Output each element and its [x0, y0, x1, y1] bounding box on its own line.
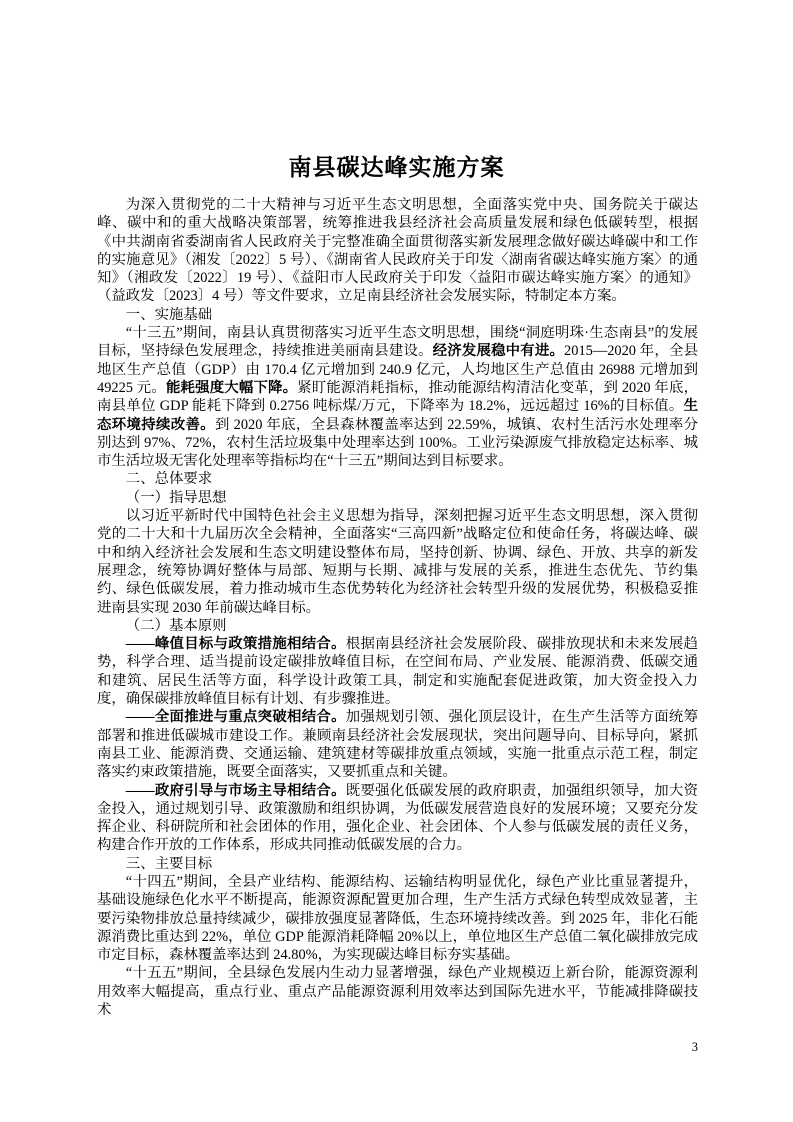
heading-section-3 [97, 855, 698, 873]
paragraph-15th-five-year [97, 964, 698, 1019]
text-run: 为深入贯彻党的二十大精神与习近平生态文明思想，全面落实党中央、国务院关于碳达峰、碳中和的重大战略决策部署，统筹推进我县经济社会高质量发展和绿色低碳转型，根据《中共湖南省委湖南省人民政府关于完整准确全面贯彻落实新发展理念做好碳达峰碳中和工作的实施意见》（湘发〔2022〕5 号）、《湖南省人民政府关于印发〈湖南省碳达峰实施方案〉的通知》（湘政发〔2022〕19 号）、《益阳市人民政府关于印发〈益阳市碳达峰实施方案〉的通知》（益政发〔2023〕4 号）等文件要求，立足南县经济社会发展实际，特制定本方案。 [97, 197, 698, 305]
text-run: （二）基本原则 [125, 617, 227, 634]
bold-run: 生态环境持续改善。 [97, 398, 698, 433]
text-run: 紧盯能源消耗指标，推动能源结构清洁化变革，到 2020 年底，南县单位 GDP 能耗下降到 0.2756 吨标煤/万元，下降率为 18.2%，远远超过 16%的目标值。 [97, 379, 698, 415]
document-title: 南县碳达峰实施方案 [288, 155, 505, 180]
text-run: “十四五”期间，全县产业结构、能源结构、运输结构明显优化，绿色产业比重显著提升，基础设施绿色化水平不断提高，能源资源配置更加合理，生产生活方式绿色转型成效显著，主要污染物排放总量持续减少，碳排放强度显著降低，生态环境持续改善。到 2025 年，非化石能源消费比重达到 22%，单位 GDP 能源消耗降幅 20%以上，单位地区生产总值二氧化碳排放完成市定目标，森林覆盖率达到 24.80%，为实现碳达峰目标夯实基础。 [97, 873, 698, 964]
paragraph-principle-2 [97, 708, 698, 781]
text-run: 到 2020 年底，全县森林覆盖率达到 22.59%，城镇、农村生活污水处理率分别达到 97%、72%，农村生活垃圾集中处理率达到 100%。工业污染源废气排放稳定达标率、城市生活垃圾无害化处理率等指标均在“十三五”期间达到目标要求。 [97, 416, 698, 470]
page-number: 3 [691, 1040, 698, 1054]
heading-section-2 [97, 470, 698, 488]
paragraph-principle-3 [97, 782, 698, 855]
document-body [97, 196, 698, 1019]
text-run: 二、总体要求 [125, 471, 213, 488]
paragraph-principle-1 [97, 635, 698, 708]
paragraph-14th-five-year [97, 873, 698, 964]
text-run: “十五五”期间，全县绿色发展内生动力显著增强，绿色产业规模迈上新台阶，能源资源利用效率大幅提高，重点行业、重点产品能源资源利用效率达到国际先进水平，节能减排降碳技术 [97, 965, 698, 1019]
text-run: 2015—2020 年，全县地区生产总值（GDP）由 170.4 亿元增加到 240.9 亿元，人均地区生产总值由 26988 元增加到 49225 元。 [97, 343, 698, 396]
paragraph-intro [97, 196, 698, 306]
text-run: 既要强化低碳发展的政府职责，加强组织领导，加大资金投入，通过规划引导、政策激励和组织协调，为低碳发展营造良好的发展环境；又要充分发挥企业、科研院所和社会团体的作用，强化企业、社会团体、个人参与低碳发展的责任义务，构建合作开放的工作体系，形成共同推动低碳发展的合力。 [97, 782, 698, 854]
heading-section-1 [97, 306, 698, 324]
paragraph-13th-five-year [97, 324, 698, 470]
bold-run: ——全面推进与重点突破相结合。 [125, 709, 346, 726]
text-run: （一）指导思想 [125, 489, 227, 506]
heading-section-2-2 [97, 617, 698, 635]
bold-run: 经济发展稳中有进。 [432, 343, 565, 360]
bold-run: ——政府引导与市场主导相结合。 [125, 782, 346, 799]
text-run: “十三五”期间，南县认真贯彻落实习近平生态文明思想，围绕“洞庭明珠·生态南县”的发展目标，坚持绿色发展理念，持续推进美丽南县建设。 [97, 325, 698, 360]
heading-section-2-1 [97, 489, 698, 507]
text-run: 一、实施基础 [125, 306, 213, 323]
bold-run: 能耗强度大幅下降。 [165, 379, 298, 396]
text-run: 三、主要目标 [125, 855, 213, 872]
bold-run: ——峰值目标与政策措施相结合。 [125, 636, 346, 653]
text-run: 以习近平新时代中国特色社会主义思想为指导，深刻把握习近平生态文明思想，深入贯彻党的二十大和十九届历次全会精神，全面落实“三高四新”战略定位和使命任务，将碳达峰、碳中和纳入经济社会发展和生态文明建设整体布局，坚持创新、协调、绿色、开放、共享的新发展理念，统筹协调好整体与局部、短期与长期、减排与发展的关系，推进生态优先、节约集约、绿色低碳发展，着力推动城市生态优势转化为经济社会转型升级的发展优势，积极稳妥推进南县实现 2030 年前碳达峰目标。 [97, 508, 698, 616]
paragraph-guiding-ideology [97, 507, 698, 617]
text-run: 根据南县经济社会发展阶段、碳排放现状和未来发展趋势，科学合理、适当提前设定碳排放峰值目标，在空间布局、产业发展、能源消费、低碳交通和建筑、居民生活等方面，科学设计政策工具，制定和实施配套促进政策，加大资金投入力度，确保碳排放峰值目标有计划、有步骤推进。 [97, 636, 698, 708]
text-run: 加强规划引领、强化顶层设计，在生产生活等方面统筹部署和推进低碳城市建设工作。兼顾南县经济社会发展现状，突出问题导向、目标导向，紧抓南县工业、能源消费、交通运输、建筑建材等碳排放重点领域，实施一批重点示范工程，制定落实约束政策措施，既要全面落实，又要抓重点和关键。 [97, 709, 698, 781]
